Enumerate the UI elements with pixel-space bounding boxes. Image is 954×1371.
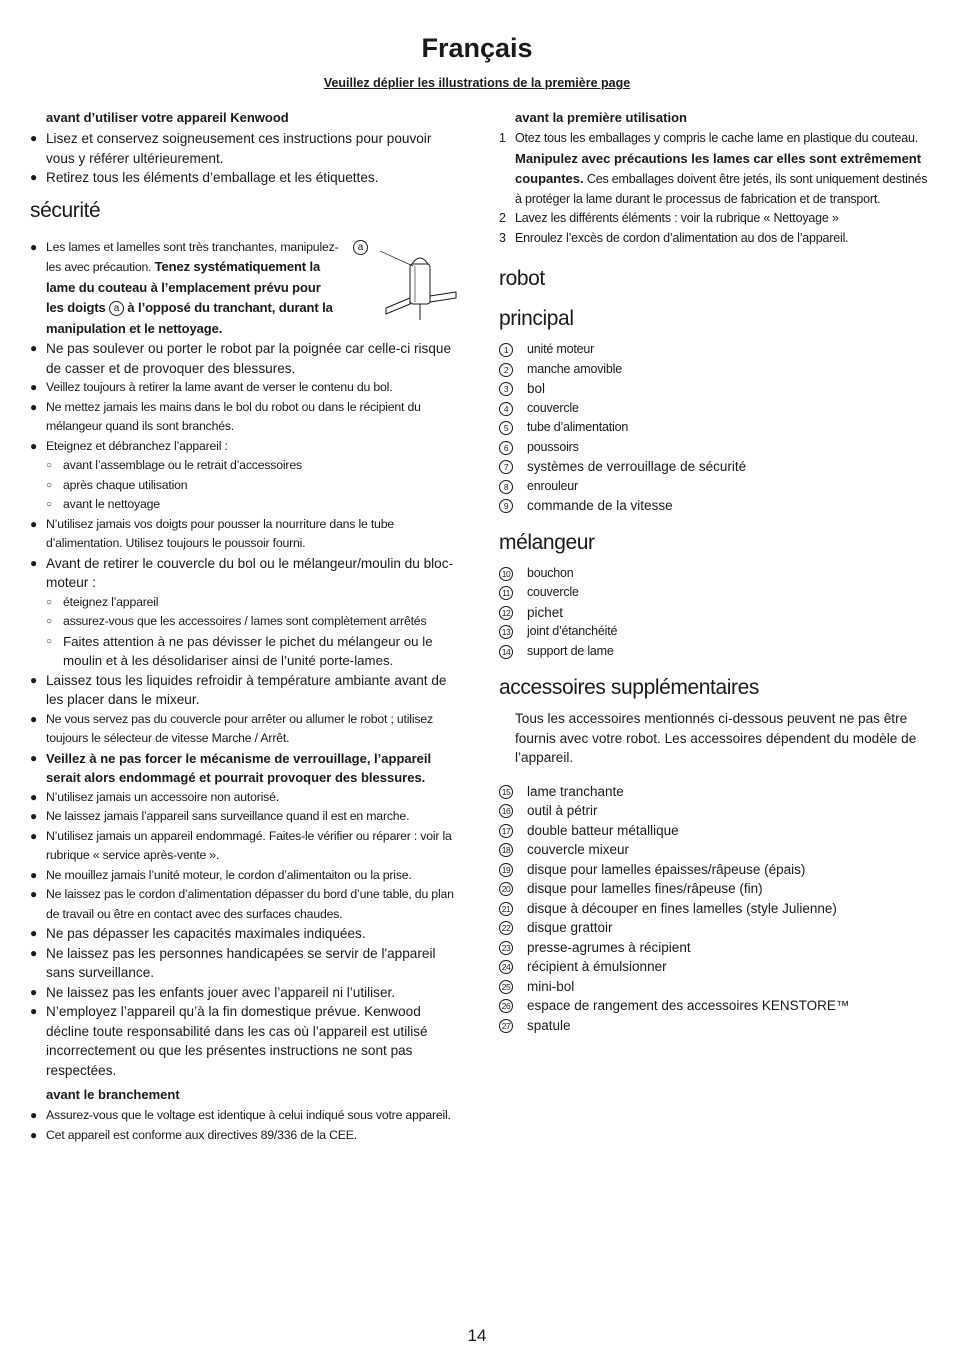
bullet-icon: ●: [30, 672, 38, 687]
circle-bullet-icon: ○: [46, 479, 52, 491]
list-item: ● Avant de retirer le couvercle du bol ou le mélangeur/moulin du bloc-moteur :: [30, 555, 454, 590]
list-item: ● Ne mettez jamais les mains dans le bol du robot ou dans le récipient du mélangeur quand ils sont branchés.: [30, 399, 421, 433]
list-item: 24 récipient à émulsionner: [499, 957, 931, 977]
circle-bullet-icon: ○: [46, 616, 52, 627]
number-marker: 25: [499, 980, 513, 994]
list-item: 27 spatule: [499, 1016, 931, 1036]
list-item: 21 disque à découper en fines lamelles (style Julienne): [499, 899, 931, 919]
list-item: 20 disque pour lamelles fines/râpeuse (fin): [499, 879, 931, 899]
list-item: ● Les lames et lamelles sont très tranchantes, manipulez-les avec précaution. Tenez systématiquement la lame du couteau à l’emplacement prévu pour les doigts a à l’opposé du tranchant, durant la manipulation et le nettoyage.: [30, 239, 339, 336]
list-item: 2 manche amovible: [499, 360, 931, 380]
list-item: 12 pichet: [499, 603, 931, 623]
list-item: ● Ne mouillez jamais l’unité moteur, le cordon d’alimentaiton ou la prise.: [30, 866, 460, 886]
list-item: 13 joint d’étanchéité: [499, 622, 931, 642]
bullet-icon: ●: [30, 399, 38, 414]
number-marker: 3: [499, 382, 513, 396]
list-item: 19 disque pour lamelles épaisses/râpeuse (épais): [499, 860, 931, 880]
sub-item: ○ avant l’assemblage ou le retrait d’accessoires: [30, 456, 460, 476]
number-marker: 24: [499, 960, 513, 974]
safety-list: [30, 339, 460, 456]
list-item: ● Cet appareil est conforme aux directives 89/336 de la CEE.: [30, 1126, 460, 1146]
bullet-icon: ●: [30, 380, 38, 394]
number-marker: 1: [499, 343, 513, 357]
accessories-list: [499, 782, 931, 1036]
bullet-icon: ●: [30, 131, 38, 145]
list-item: 7 systèmes de verrouillage de sécurité: [499, 457, 931, 477]
before-use-heading: avant d’utiliser votre appareil Kenwood: [46, 110, 289, 125]
list-item: 16 outil à pétrir: [499, 801, 931, 821]
list-item: ● Ne vous servez pas du couvercle pour arrêter ou allumer le robot ; utilisez toujours le sélecteur de vitesse Marche / Arrêt.: [30, 711, 433, 745]
bullet-icon: ●: [30, 1004, 38, 1018]
number-marker: 16: [499, 804, 513, 818]
list-item: ● Assurez-vous que le voltage est identique à celui indiqué sous votre appareil.: [30, 1106, 460, 1126]
left-column: [30, 108, 460, 1145]
number-marker: 5: [499, 421, 513, 435]
bullet-icon: ●: [30, 555, 38, 570]
step-item: 2 Lavez les différents éléments : voir la rubrique « Nettoyage »: [499, 211, 839, 225]
number-marker: 13: [499, 625, 513, 639]
list-item: ● Eteignez et débranchez l’appareil :: [30, 437, 460, 457]
list-item: 5 tube d’alimentation: [499, 418, 931, 438]
bullet-icon: ●: [30, 170, 38, 184]
list-item: ● Laissez tous les liquides refroidir à température ambiante avant de les placer dans le mixeur.: [30, 672, 447, 707]
number-marker: 27: [499, 1019, 513, 1033]
list-item: 6 poussoirs: [499, 438, 931, 458]
list-item: ● N’employez l’appareil qu’à la fin domestique prévue. Kenwood décline toute responsabilité dans les cas où l’appareil est utilisé incorrectement ou que les présentes instructions ne sont pas respectées.: [30, 1004, 428, 1078]
list-item: ● Ne laissez pas le cordon d’alimentation dépasser du bord d’une table, du plan de travail ou être en contact avec des surfaces chaudes.: [30, 887, 454, 921]
list-item: 18 couvercle mixeur: [499, 840, 931, 860]
bullet-icon: ●: [30, 1108, 38, 1122]
number-marker: 21: [499, 902, 513, 916]
list-item: 26 espace de rangement des accessoires KENSTORE™: [499, 996, 931, 1016]
bullet-icon: ●: [30, 945, 38, 960]
number-marker: 12: [499, 606, 513, 620]
bullet-icon: ●: [30, 711, 38, 726]
right-column: [499, 108, 931, 1035]
number-marker: 22: [499, 921, 513, 935]
bullet-icon: ●: [30, 341, 38, 355]
blender-list: [499, 564, 931, 662]
safety-heading: sécurité: [30, 198, 101, 222]
bullet-icon: ●: [30, 789, 38, 804]
unfold-instruction: Veuillez déplier les illustrations de la première page: [323, 76, 631, 90]
bullet-icon: ●: [30, 809, 38, 823]
number-marker: 14: [499, 645, 513, 659]
first-use-heading: avant la première utilisation: [515, 110, 687, 125]
unplug-sublist: [30, 456, 460, 515]
circle-bullet-icon: ○: [46, 596, 52, 608]
list-item: 17 double batteur métallique: [499, 821, 931, 841]
number-marker: 11: [499, 586, 513, 600]
number-marker: 8: [499, 480, 513, 494]
circle-bullet-icon: ○: [46, 460, 52, 471]
bullet-icon: ●: [30, 887, 38, 901]
accessories-heading: accessoires supplémentaires: [499, 676, 759, 699]
before-use-list: [30, 129, 460, 188]
list-item: 11 couvercle: [499, 583, 931, 603]
page-title: Français: [421, 33, 533, 63]
list-item: ● Ne pas dépasser les capacités maximales indiquées.: [30, 924, 460, 944]
blender-heading: mélangeur: [499, 530, 595, 554]
list-item: 15 lame tranchante: [499, 782, 931, 802]
bullet-icon: ●: [30, 867, 38, 882]
number-marker: 6: [499, 441, 513, 455]
list-item: 4 couvercle: [499, 399, 931, 419]
bullet-icon: ●: [30, 516, 38, 531]
list-item: ● Veillez toujours à retirer la lame avant de verser le contenu du bol.: [30, 378, 460, 398]
number-marker: 7: [499, 460, 513, 474]
number-marker: 23: [499, 941, 513, 955]
list-item: ● Veillez à ne pas forcer le mécanisme de verrouillage, l’appareil serait alors endommagé et pourrait provoquer des blessures.: [30, 750, 432, 785]
number-marker: 10: [499, 567, 513, 581]
safety-first-item: [30, 238, 460, 340]
number-marker: 26: [499, 999, 513, 1013]
bullet-icon: ●: [30, 984, 38, 999]
list-item: 25 mini-bol: [499, 977, 931, 997]
list-item: ● N’utilisez jamais un accessoire non autorisé.: [30, 788, 460, 808]
list-item: 8 enrouleur: [499, 477, 931, 497]
bullet-icon: ●: [30, 438, 38, 453]
bullet-icon: ●: [30, 926, 38, 940]
robot-heading: robot: [499, 267, 545, 290]
list-item: 9 commande de la vitesse: [499, 496, 931, 516]
number-marker: 17: [499, 824, 513, 838]
principal-list: [499, 340, 931, 516]
list-item: 10 bouchon: [499, 564, 931, 584]
bullet-icon: ●: [30, 750, 38, 765]
number-marker: 15: [499, 785, 513, 799]
list-item: 14 support de lame: [499, 642, 931, 662]
sub-item: ○ avant le nettoyage: [30, 495, 460, 515]
marker-a: a: [109, 301, 124, 316]
bullet-icon: ●: [30, 828, 38, 843]
list-item: 3 bol: [499, 379, 931, 399]
list-item: ● Ne laissez jamais l’appareil sans surveillance quand il est en marche.: [30, 807, 460, 827]
list-item: ● N’utilisez jamais un appareil endommagé. Faites-le vérifier ou réparer : voir la rubrique « service après-vente ».: [30, 828, 452, 862]
list-item: 1 unité moteur: [499, 340, 931, 360]
sub-item: ○ assurez-vous que les accessoires / lames sont complètement arrêtés: [30, 612, 460, 632]
list-item: ● Lisez et conservez soigneusement ces instructions pour pouvoir vous y référer ultérieurement.: [30, 131, 432, 166]
list-item: 23 presse-agrumes à récipient: [499, 938, 931, 958]
list-item: ● Ne laissez pas les personnes handicapées se servir de l'appareil sans surveillance.: [30, 945, 436, 980]
list-item: 22 disque grattoir: [499, 918, 931, 938]
step-item: 3 Enroulez l’excès de cordon d’alimentation au dos de l’appareil.: [499, 230, 849, 245]
bullet-icon: ●: [30, 239, 38, 254]
number-marker: 4: [499, 402, 513, 416]
step-item: 1 Otez tous les emballages y compris le cache lame en plastique du couteau. Manipulez avec précautions les lames car elles sont extrêmement coupantes. Ces emballages doivent être jetés, ils sont uniquement destinés à protéger la lame durant le processus de fabrication et de transport.: [499, 131, 928, 206]
list-item: ● Ne laissez pas les enfants jouer avec l’appareil ni l’utiliser.: [30, 983, 460, 1003]
figure-label-a: a: [353, 240, 368, 255]
number-marker: 19: [499, 863, 513, 877]
page-number: 14: [467, 1326, 487, 1345]
sub-item: ○ après chaque utilisation: [30, 476, 460, 496]
remove-lid-sublist: [30, 593, 460, 671]
number-marker: 18: [499, 843, 513, 857]
sub-item: ○ éteignez l’appareil: [30, 593, 460, 613]
list-item: ● N’utilisez jamais vos doigts pour pousser la nourriture dans le tube d’alimentation. Utilisez toujours le poussoir fourni.: [30, 516, 394, 550]
circle-bullet-icon: ○: [46, 635, 53, 647]
sub-item: ○ Faites attention à ne pas dévisser le pichet du mélangeur ou le moulin et à les désolidariser ainsi de l’unité porte-lames.: [46, 633, 433, 668]
first-use-steps: [499, 129, 931, 248]
number-marker: 2: [499, 363, 513, 377]
plug-list: [30, 1106, 460, 1145]
plug-heading: avant le branchement: [46, 1087, 180, 1102]
number-marker: 20: [499, 882, 513, 896]
number-marker: 9: [499, 499, 513, 513]
principal-heading: principal: [499, 307, 574, 330]
circle-bullet-icon: ○: [46, 499, 52, 510]
accessories-intro: Tous les accessoires mentionnés ci-dessous peuvent ne pas être fournis avec votre robot. Les accessoires dépendent du modèle de l’appareil.: [515, 711, 917, 765]
list-item: ● Retirez tous les éléments d’emballage et les étiquettes.: [30, 168, 460, 188]
list-item: ● Ne pas soulever ou porter le robot par la poignée car celle-ci risque de casser et de provoquer des blessures.: [30, 341, 452, 376]
bullet-icon: ●: [30, 1127, 38, 1142]
